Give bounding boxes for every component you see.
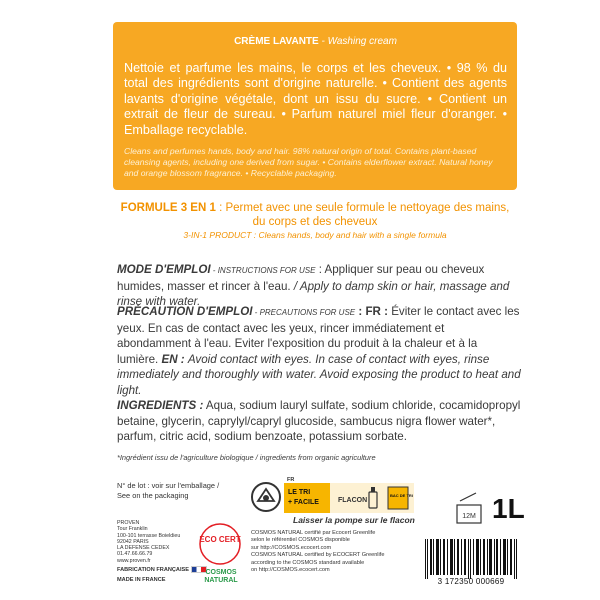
product-title-fr: CRÈME LAVANTE: [234, 36, 319, 47]
lot-number-note: [117, 481, 247, 501]
address-line: www.proven.fr: [117, 557, 151, 564]
ingredients-section: [117, 398, 521, 445]
ingredients-head: INGREDIENTS :: [117, 399, 204, 412]
address-line: 01.47.66.66.79: [117, 551, 153, 558]
organic-footnote: *Ingrédient issu de l'agriculture biologique / ingredients from organic agriculture: [117, 453, 376, 462]
address-line: 92042 PARIS: [117, 538, 149, 545]
formula-fr: [113, 201, 517, 229]
description-box: [113, 22, 517, 190]
le-tri-label: LE TRI: [288, 489, 311, 496]
cert-line: sur http://COSMOS.ecocert.com: [251, 544, 332, 551]
product-title: [124, 36, 507, 47]
facile-label: + FACILE: [288, 499, 319, 506]
lot-line-2: See on the packaging: [117, 491, 189, 500]
le-tri-badge: [284, 483, 330, 513]
barcode-number: 3 172350 000669: [437, 577, 505, 586]
formula-head: FORMULE 3 EN 1: [120, 202, 216, 214]
description-en: Cleans and perfumes hands, body and hair. 98% natural origin of total. Contains plant-based cleansing agents, including one derived from sugar. • Contains elderflower extract. Natural honey and orange blossom fragrance. • Recyclable packaging.: [124, 146, 493, 179]
bac-label: BAC DE TRI: [390, 493, 413, 498]
cert-line: on http://COSMOS.ecocert.com: [251, 567, 330, 574]
pump-note: Laisser la pompe sur le flacon: [293, 515, 415, 525]
address-line: LA DEFENSE CEDEX: [117, 545, 170, 552]
cert-line: COSMOS NATURAL certifié par Ecocert Greenlife: [251, 530, 376, 536]
precaution-en-tag: EN :: [161, 352, 188, 366]
precaution-text-en: Avoid contact with eyes. In case of contact with eyes, rinse immediately and thoroughly with water. Avoid exposing the product to heat and light.: [117, 352, 521, 397]
made-in-fr-text: FABRICATION FRANÇAISE: [117, 567, 189, 573]
precaution-text-fr: Éviter le contact avec les yeux. En cas de contact avec les yeux, rincer immédiatement et abondamment à l'eau. Eviter l'exposition du produit à la chaleur et à la lumière.: [117, 305, 520, 366]
formula-section: [113, 201, 517, 240]
volume-label: 1L: [492, 493, 525, 524]
cert-line: according to the COSMOS standard available: [251, 559, 365, 566]
product-title-en: - Washing cream: [318, 36, 397, 47]
usage-text-en: / Apply to damp skin or hair, massage and rinse with water.: [117, 279, 510, 309]
made-in-en: MADE IN FRANCE: [117, 577, 166, 583]
precaution-section: [117, 304, 521, 399]
cert-line: COSMOS NATURAL certified by ECOCERT Greenlife: [251, 552, 385, 559]
ingredients-text: Aqua, sodium lauryl sulfate, sodium chloride, cocamidopropyl betaine, glycerin, caprylyl/capryl glucoside, sambucus nigra flower water*, parfum, citric acid, sodium benzoate, potassium sorbate.: [117, 399, 521, 444]
usage-section: [117, 262, 521, 310]
pao-text: 12M: [462, 513, 476, 520]
usage-text-fr: : Appliquer sur peau ou cheveux humides, masser et rincer à l'eau.: [117, 263, 485, 293]
fr-label: FR: [287, 477, 295, 483]
company-address: [117, 520, 180, 564]
precaution-fr-tag: : FR :: [355, 305, 392, 318]
cosmos-natural-label: [198, 569, 244, 585]
precaution-head: PRÉCAUTION D'EMPLOI: [117, 305, 253, 318]
lot-line-1: N° de lot : voir sur l'emballage /: [117, 481, 220, 490]
flacon-label: FLACON: [338, 497, 368, 504]
open-jar-icon: [454, 489, 484, 529]
triman-icon: [252, 483, 280, 511]
address-line: PROVEN: [117, 520, 140, 526]
barcode: [421, 536, 521, 582]
cosmos-line-2: NATURAL: [204, 577, 238, 584]
description-fr: Nettoie et parfume les mains, le corps et les cheveux. • 98 % du total des ingrédients sont d'origine naturelle. • Contient des agents lavants d'origine végétale, dont un issu du sucre. • Contient un extrait de fleur de sureau. • Parfum naturel miel fleur d'oranger. • Emballage recyclable.: [124, 61, 507, 137]
address-line: Tour Franklin: [117, 526, 148, 533]
cosmos-line-1: COSMOS: [205, 569, 237, 576]
formula-text-fr: : Permet avec une seule formule le nettoyage des mains, du corps et des cheveux: [215, 202, 510, 228]
address-line: 100-101 terrasse Boieldieu: [117, 532, 181, 539]
cert-line: selon le référentiel COSMOS disponible: [251, 537, 350, 544]
formula-en: 3-IN-1 PRODUCT : Cleans hands, body and hair with a single formula: [183, 230, 447, 240]
ecocert-text: ECO CERT: [199, 535, 241, 544]
usage-head: MODE D'EMPLOI: [117, 263, 211, 276]
certification-text: [251, 530, 431, 574]
usage-sub: - INSTRUCTIONS FOR USE: [210, 266, 316, 275]
precaution-sub: - PRECAUTIONS FOR USE: [252, 308, 356, 317]
